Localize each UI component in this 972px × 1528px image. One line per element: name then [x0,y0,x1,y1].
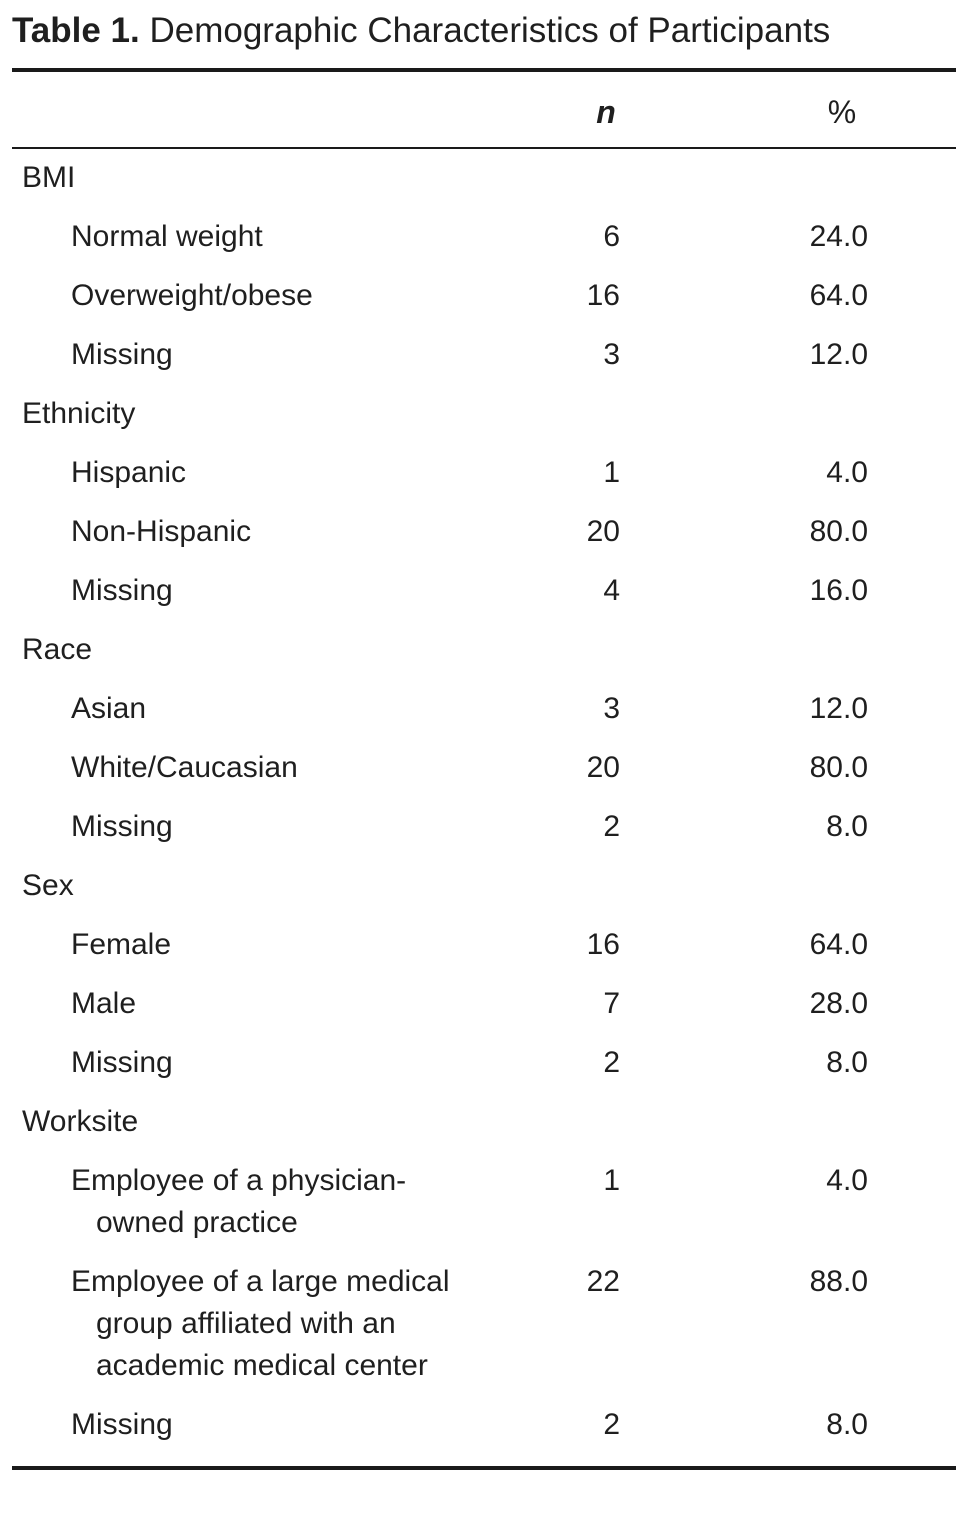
row-label: Asian [71,692,147,725]
table-title [12,10,830,52]
table-row [0,983,972,1042]
cell-percent: 24.0 [809,220,868,253]
group-label: Ethnicity [22,397,136,430]
column-header-n: n [596,94,616,130]
row-label: Hispanic [71,456,187,489]
group-label: BMI [22,161,76,194]
table-row [0,1160,972,1261]
table-group-row [0,157,972,216]
row-label-line: Employee of a physician- [71,1164,407,1197]
top-rule [12,68,956,72]
cell-n: 2 [603,1408,620,1441]
table-group-row [0,629,972,688]
table-row [0,1404,972,1463]
cell-percent: 8.0 [826,810,868,843]
group-label: Sex [22,869,74,902]
cell-n: 16 [586,928,620,961]
cell-n: 1 [603,1164,620,1197]
row-label: White/Caucasian [71,751,298,784]
header-rule [12,147,956,149]
cell-n: 7 [603,987,620,1020]
table-row [0,275,972,334]
table-group-row [0,865,972,924]
cell-n: 3 [603,338,620,371]
row-label: Normal weight [71,220,263,253]
cell-n: 2 [603,810,620,843]
cell-percent: 8.0 [826,1046,868,1079]
group-label: Race [22,633,93,666]
cell-percent: 80.0 [809,515,868,548]
cell-percent: 80.0 [809,751,868,784]
table-group-row [0,1101,972,1160]
table-row [0,1042,972,1101]
cell-n: 22 [586,1265,620,1298]
row-label-line: owned practice [96,1206,298,1239]
row-label-line: Employee of a large medical [71,1265,450,1298]
row-label-line: academic medical center [96,1349,428,1382]
row-label: Male [71,987,137,1020]
bottom-rule [12,1466,956,1470]
row-label-line: group affiliated with an [96,1307,396,1340]
group-label: Worksite [22,1105,139,1138]
table-row [0,334,972,393]
table-row [0,688,972,747]
cell-percent: 12.0 [809,692,868,725]
row-label: Missing [71,338,173,371]
row-label: Missing [71,810,173,843]
row-label [71,1160,491,1244]
row-label: Missing [71,1408,173,1441]
table-row [0,747,972,806]
cell-percent: 88.0 [809,1265,868,1298]
row-label: Overweight/obese [71,279,313,312]
cell-n: 4 [603,574,620,607]
row-label: Missing [71,1046,173,1079]
cell-percent: 4.0 [826,1164,868,1197]
table-row [0,924,972,983]
table-row [0,452,972,511]
cell-percent: 64.0 [809,279,868,312]
row-label: Non-Hispanic [71,515,252,548]
cell-percent: 64.0 [809,928,868,961]
cell-n: 6 [603,220,620,253]
cell-percent: 8.0 [826,1408,868,1441]
table-row [0,806,972,865]
cell-percent: 16.0 [809,574,868,607]
cell-n: 20 [586,751,620,784]
table-row [0,511,972,570]
cell-percent: 4.0 [826,456,868,489]
table-body [0,157,972,1463]
cell-percent: 28.0 [809,987,868,1020]
table-row [0,216,972,275]
cell-n: 1 [603,456,620,489]
cell-n: 16 [586,279,620,312]
table-row [0,570,972,629]
cell-n: 20 [586,515,620,548]
table-title-label: Table 1. [12,11,140,50]
table-title-text: Demographic Characteristics of Participants [149,11,831,50]
cell-n: 3 [603,692,620,725]
row-label: Missing [71,574,173,607]
cell-percent: 12.0 [809,338,868,371]
column-header-percent: % [827,94,857,130]
table-row [0,1261,972,1404]
row-label: Female [71,928,172,961]
cell-n: 2 [603,1046,620,1079]
table-group-row [0,393,972,452]
row-label [71,1261,491,1387]
